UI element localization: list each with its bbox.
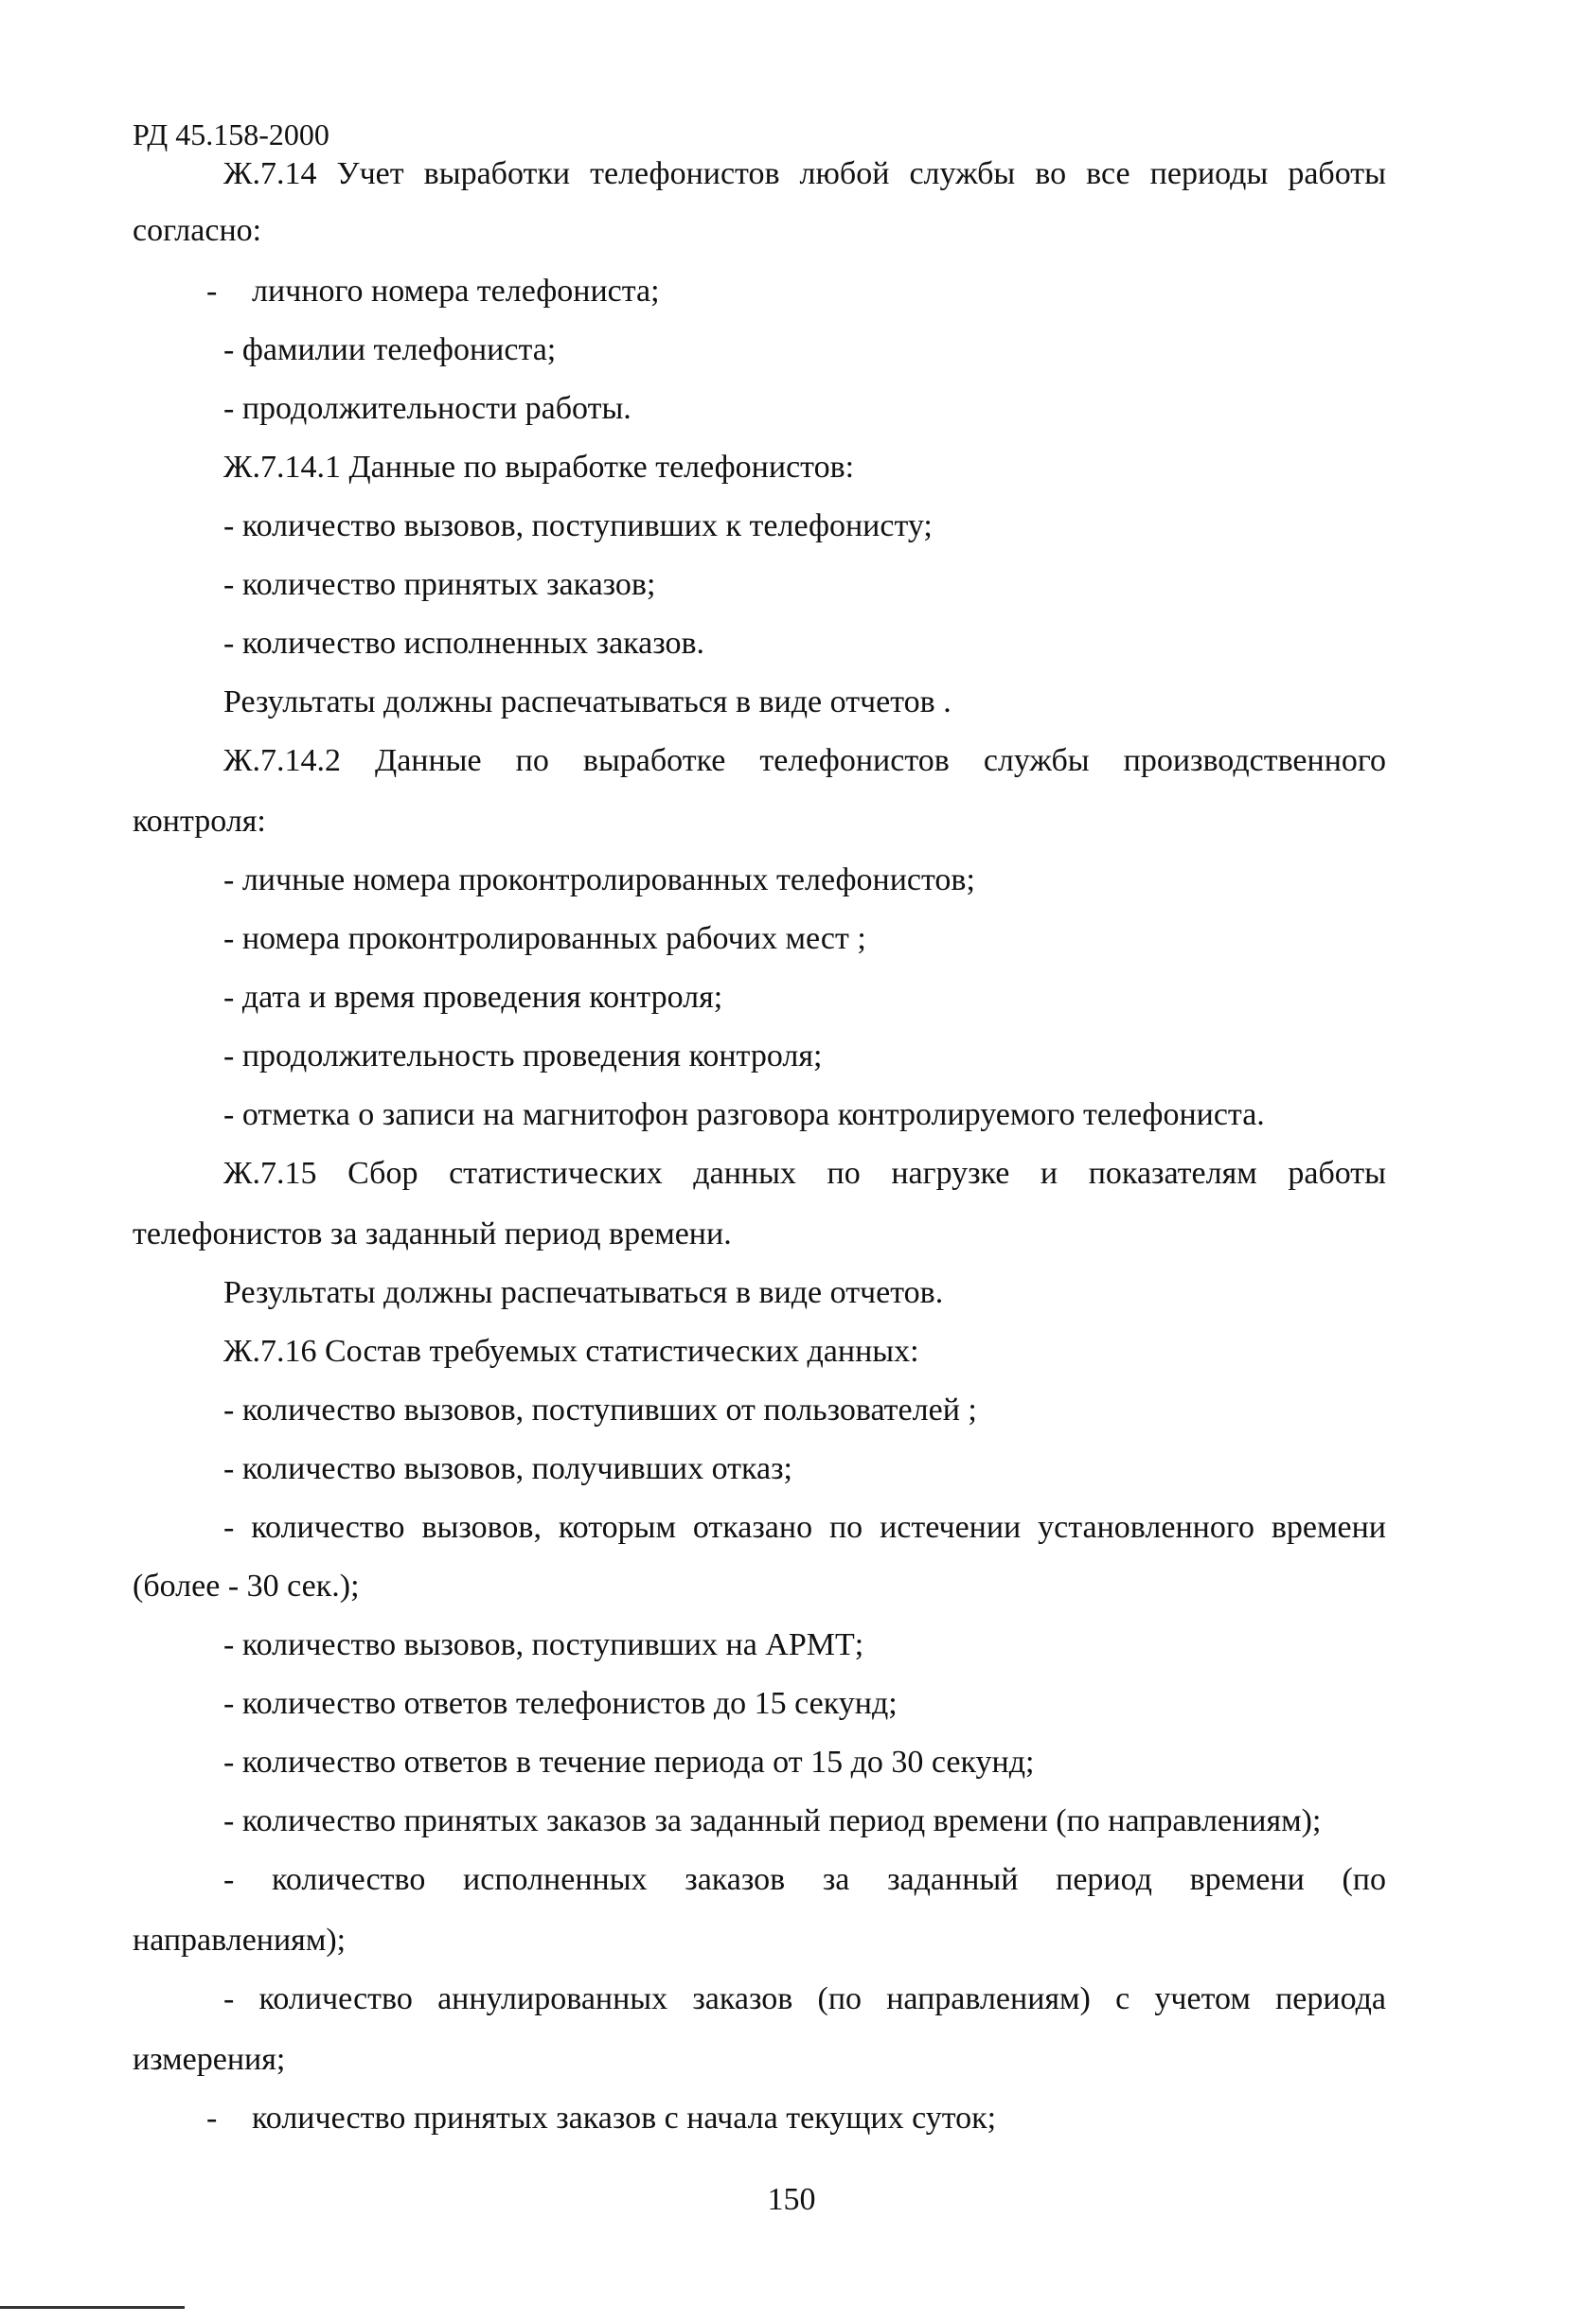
- footer-divider: [0, 2306, 185, 2309]
- list-item: - количество вызовов, которым отказано по истечении установленного времени: [223, 1510, 1386, 1545]
- section-7-15-heading: Ж.7.15 Сбор статистических данных по нагрузке и показателям работы: [223, 1156, 1386, 1191]
- list-item: - количество ответов телефонистов до 15 секунд;: [223, 1686, 898, 1721]
- list-item: - продолжительности работы.: [223, 391, 631, 426]
- section-7-14-heading-continuation: согласно:: [133, 213, 262, 248]
- section-7-16-heading: Ж.7.16 Состав требуемых статистических данных:: [223, 1334, 919, 1369]
- section-7-15-heading-continuation: телефонистов за заданный период времени.: [133, 1216, 732, 1251]
- section-7-14-2-heading-continuation: контроля:: [133, 804, 266, 839]
- section-7-14-2-heading: Ж.7.14.2 Данные по выработке телефонистов службы производственного: [223, 743, 1386, 778]
- list-item: - номера проконтролированных рабочих мест ;: [223, 921, 866, 956]
- list-item-text: количество принятых заказов с начала текущих суток;: [252, 2101, 997, 2136]
- list-item: - количество ответов в течение периода от 15 до 30 секунд;: [223, 1745, 1035, 1780]
- list-item: - количество вызовов, получивших отказ;: [223, 1451, 792, 1486]
- list-item: - количество аннулированных заказов (по направлениям) с учетом периода: [223, 1981, 1386, 2016]
- list-item: - количество исполненных заказов за заданный период времени (по: [223, 1862, 1386, 1897]
- list-item: - количество исполненных заказов.: [223, 626, 705, 661]
- list-item-continuation: направлениям);: [133, 1923, 347, 1958]
- result-note: Результаты должны распечатываться в виде отчетов.: [223, 1275, 944, 1310]
- list-item: - продолжительность проведения контроля;: [223, 1038, 823, 1073]
- section-7-14-1-heading: Ж.7.14.1 Данные по выработке телефонистов:: [223, 450, 855, 485]
- section-7-14-heading: Ж.7.14 Учет выработки телефонистов любой службы во все периоды работы: [223, 156, 1386, 191]
- list-item: - количество вызовов, поступивших к телефонисту;: [223, 508, 933, 543]
- list-item: - количество принятых заказов;: [223, 567, 656, 602]
- list-item: - фамилии телефониста;: [223, 332, 557, 367]
- dash-marker: -: [206, 2101, 218, 2136]
- list-item: - количество вызовов, поступивших на АРМТ;: [223, 1627, 864, 1662]
- dash-marker: -: [206, 274, 218, 309]
- list-item: - количество вызовов, поступивших от пользователей ;: [223, 1393, 977, 1428]
- list-item: - личные номера проконтролированных телефонистов;: [223, 862, 975, 897]
- list-item: - дата и время проведения контроля;: [223, 980, 723, 1015]
- list-item-text: личного номера телефониста;: [252, 274, 660, 309]
- page-number: 150: [767, 2182, 816, 2217]
- list-item: - отметка о записи на магнитофон разговора контролируемого телефониста.: [223, 1097, 1265, 1132]
- list-item-continuation: измерения;: [133, 2042, 286, 2077]
- list-item: - количество принятых заказов за заданный период времени (по направлениям);: [223, 1803, 1322, 1838]
- document-code: РД 45.158-2000: [133, 117, 329, 151]
- list-item-continuation: (более - 30 сек.);: [133, 1569, 360, 1604]
- result-note: Результаты должны распечатываться в виде отчетов .: [223, 684, 952, 719]
